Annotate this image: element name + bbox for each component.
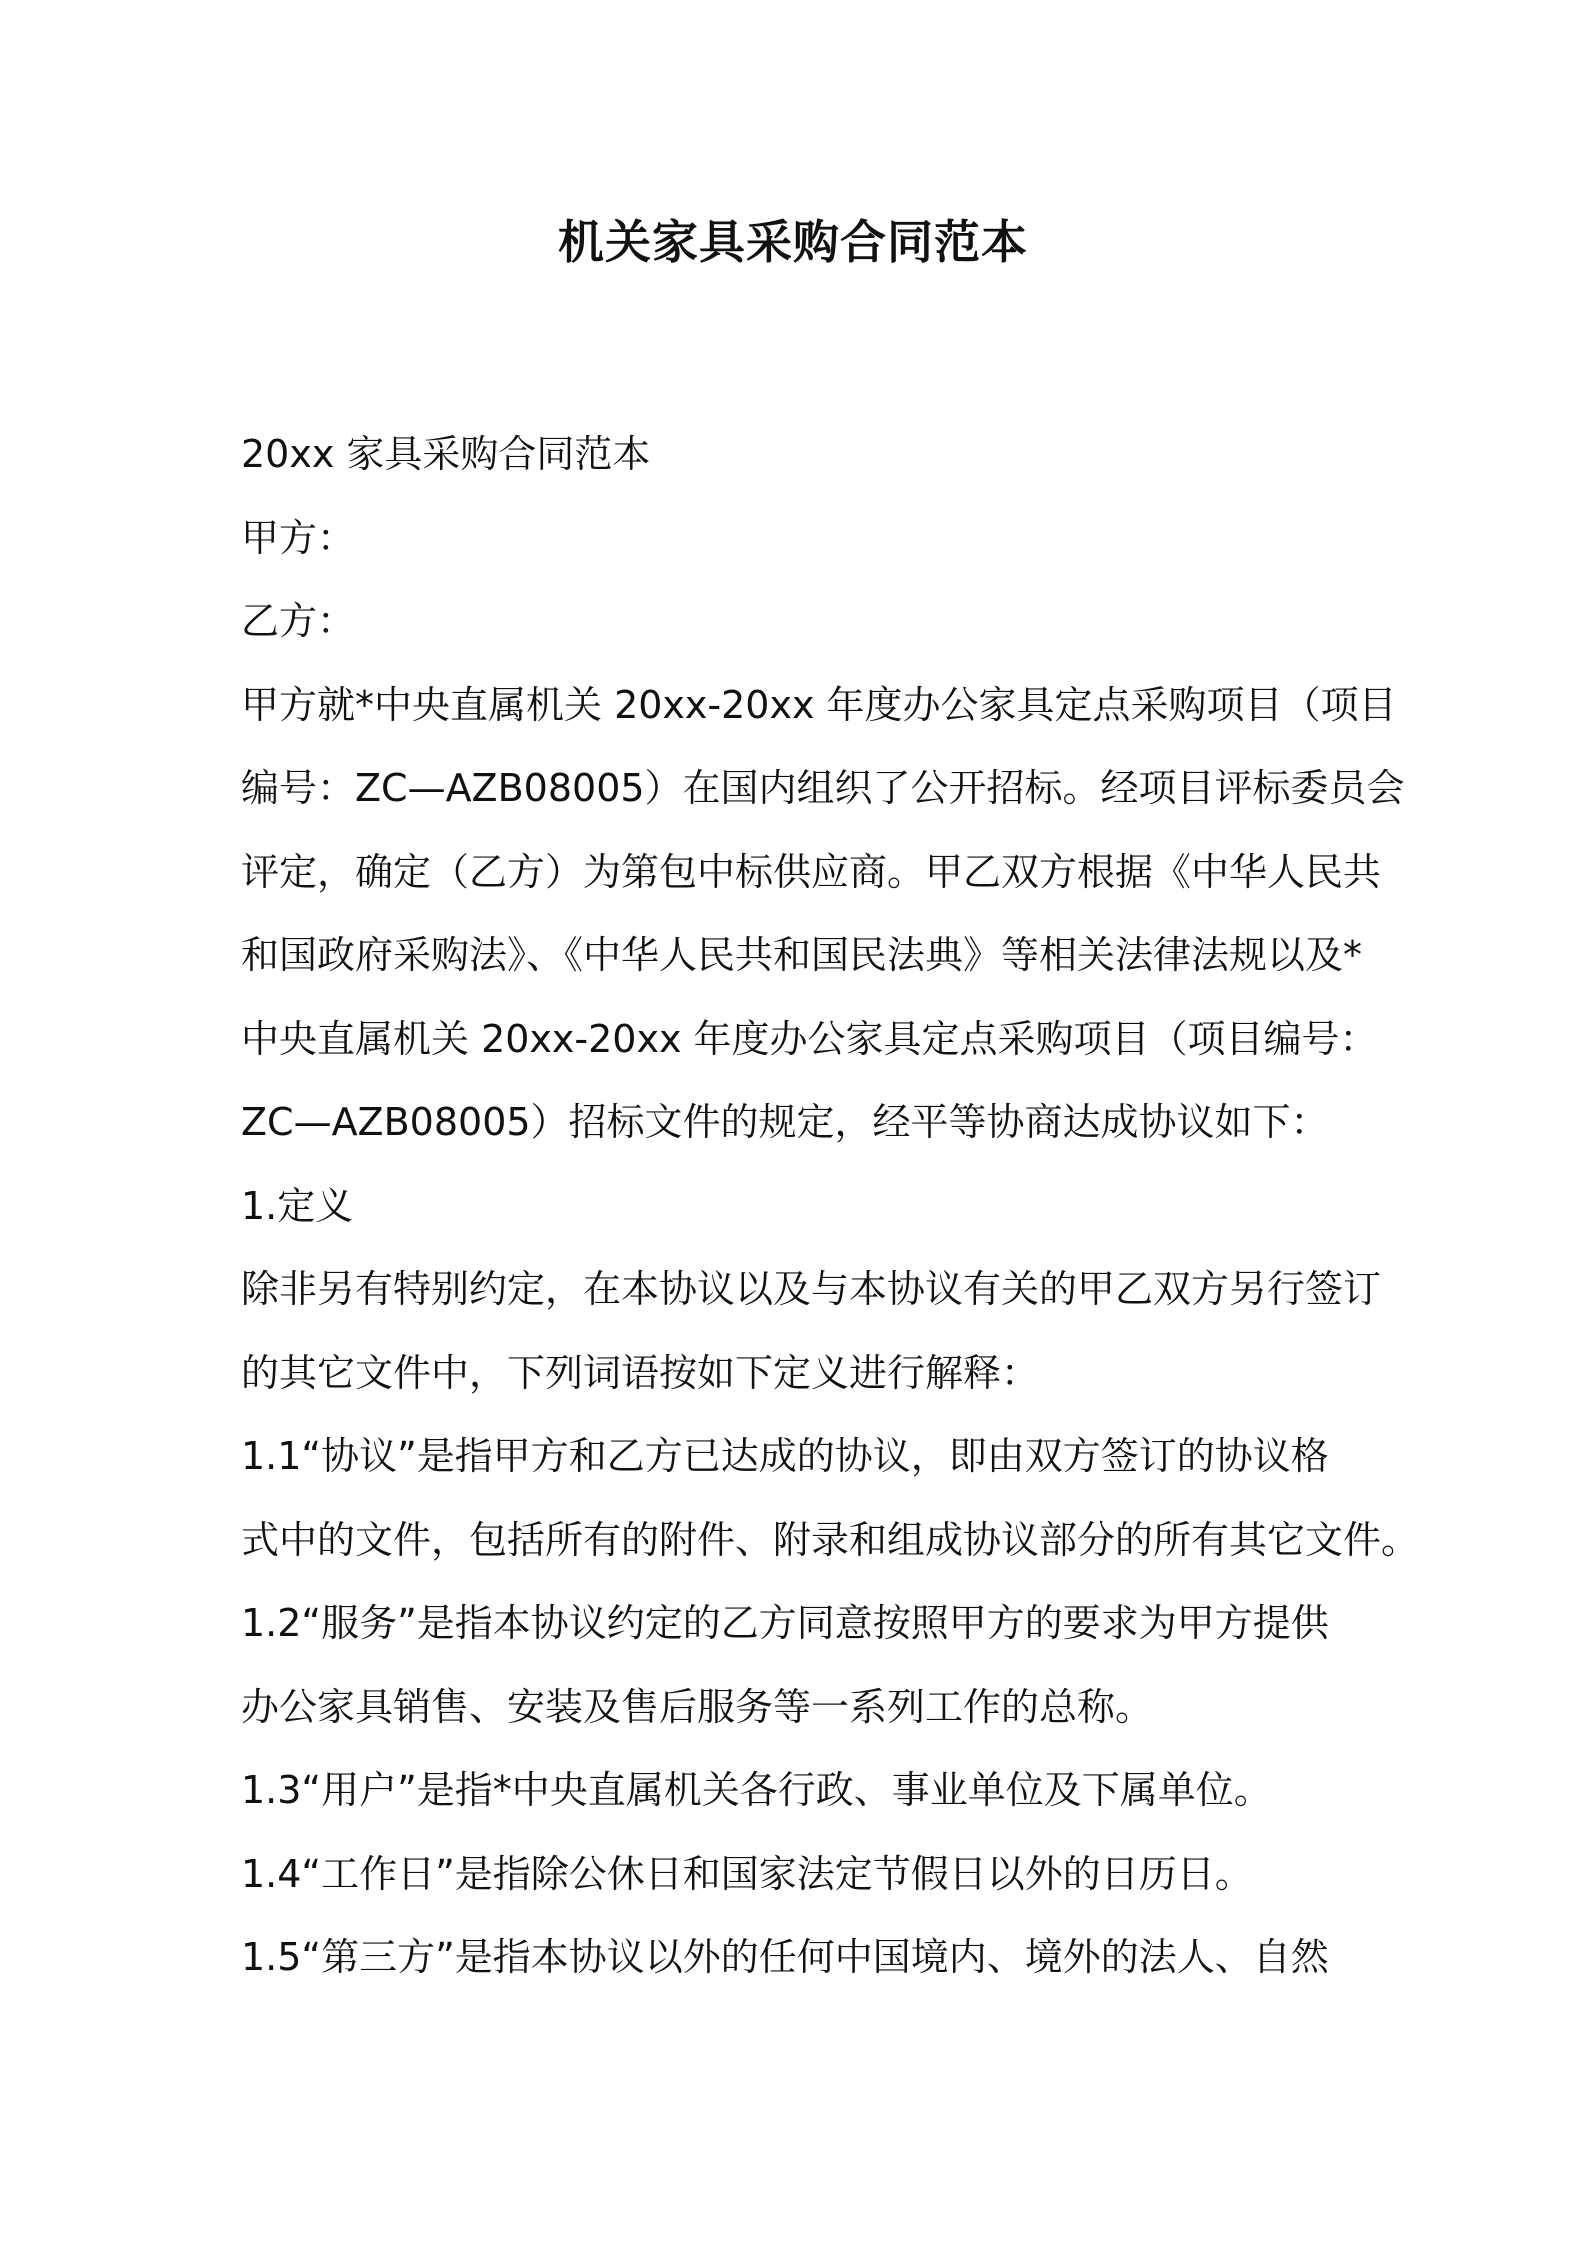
clause-line: 1.3“用户”是指*中央直属机关各行政、事业单位及下属单位。 (241, 1768, 1272, 1812)
section-heading: 1.定义 (241, 1183, 354, 1228)
party-b-line: 乙方： (241, 599, 356, 643)
body-line: ZC—AZB08005）招标文件的规定，经平等协商达成协议如下： (241, 1100, 1329, 1144)
body-line: 除非另有特别约定，在本协议以及与本协议有关的甲乙双方另行签订 (241, 1267, 1382, 1311)
body-line: 甲方就*中央直属机关 20xx-20xx 年度办公家具定点采购项目（项目 (241, 682, 1397, 727)
document-body (241, 413, 1420, 2000)
party-a-line: 甲方： (241, 515, 356, 560)
subtitle-line: 20xx 家具采购合同范本 (241, 432, 651, 476)
body-line: 评定，确定（乙方）为第包中标供应商。甲乙双方根据《中华人民共 (241, 849, 1382, 894)
body-line: 的其它文件中，下列词语按如下定义进行解释： (241, 1350, 1040, 1395)
body-line: 和国政府采购法》、《中华人民共和国民法典》等相关法律法规以及* (241, 933, 1363, 977)
body-line: 编号：ZC—AZB08005）在国内组织了公开招标。经项目评标委员会 (241, 766, 1405, 810)
clause-line: 办公家具销售、安装及售后服务等一系列工作的总称。 (241, 1684, 1154, 1729)
body-line: 中央直属机关 20xx-20xx 年度办公家具定点采购项目（项目编号： (241, 1016, 1378, 1061)
document-title: 机关家具采购合同范本 (558, 215, 1028, 269)
clause-line: 1.5“第三方”是指本协议以外的任何中国境内、境外的法人、自然 (241, 1935, 1329, 1979)
clause-line: 1.1“协议”是指甲方和乙方已达成的协议，即由双方签订的协议格 (241, 1434, 1329, 1478)
clause-line: 式中的文件，包括所有的附件、附录和组成协议部分的所有其它文件。 (241, 1517, 1420, 1562)
clause-line: 1.2“服务”是指本协议约定的乙方同意按照甲方的要求为甲方提供 (241, 1601, 1329, 1645)
clause-line: 1.4“工作日”是指除公休日和国家法定节假日以外的日历日。 (241, 1851, 1253, 1896)
